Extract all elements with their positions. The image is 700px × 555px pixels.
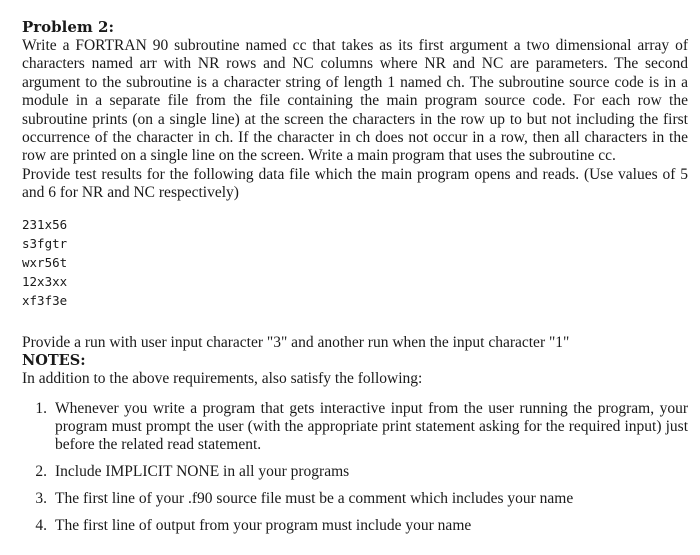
list-item (22, 490, 688, 508)
notes-intro: In addition to the above requirements, also satisfy the following: (22, 370, 423, 388)
list-item-number: 3. (35, 490, 47, 508)
problem-heading: Problem 2: (22, 18, 114, 36)
list-item-text: Include IMPLICIT NONE in all your programs (55, 463, 350, 481)
notes-list (22, 400, 688, 535)
list-item-text: Whenever you write a program that gets interactive input from the user running the program, your program must prompt the user (with the appropriate print statement asking for the required input) just before the related read statement. (55, 400, 688, 454)
notes-heading: NOTES: (22, 352, 86, 370)
list-item-text: The first line of output from your program must include your name (55, 517, 472, 535)
test-instructions: Provide test results for the following data file which the main program opens and reads. (Use values of 5 and 6 for NR and NC respectively) (22, 165, 688, 202)
list-item (22, 517, 688, 535)
data-line: 12x3xx (22, 273, 68, 289)
data-line: 231x56 (22, 216, 68, 232)
data-line: wxr56t (22, 254, 68, 270)
data-line: xf3f3e (22, 292, 68, 308)
list-item-text: The first line of your .f90 source file must be a comment which includes your name (55, 490, 574, 508)
list-item-number: 1. (35, 400, 47, 418)
run-instructions: Provide a run with user input character "3" and another run when the input character "1" (22, 333, 570, 351)
problem-description: Write a FORTRAN 90 subroutine named cc that takes as its first argument a two dimensional array of characters named arr with NR rows and NC columns where NR and NC are parameters. The second argument to the subroutine is a character string of length 1 named ch. The subroutine source code is in a module in a separate file from the file containing the main program source code. For each row the subroutine prints (on a single line) at the screen the characters in the row up to but not including the first occurrence of the character in ch. If the character in ch does not occur in a row, then all characters in the row are printed on a single line on the screen. Write a main program that uses the subroutine cc. (22, 37, 688, 165)
data-line: s3fgtr (22, 235, 68, 251)
list-item (22, 400, 688, 454)
list-item-number: 2. (35, 463, 47, 481)
list-item-number: 4. (35, 517, 47, 535)
data-file-listing (22, 215, 688, 310)
list-item (22, 463, 688, 481)
